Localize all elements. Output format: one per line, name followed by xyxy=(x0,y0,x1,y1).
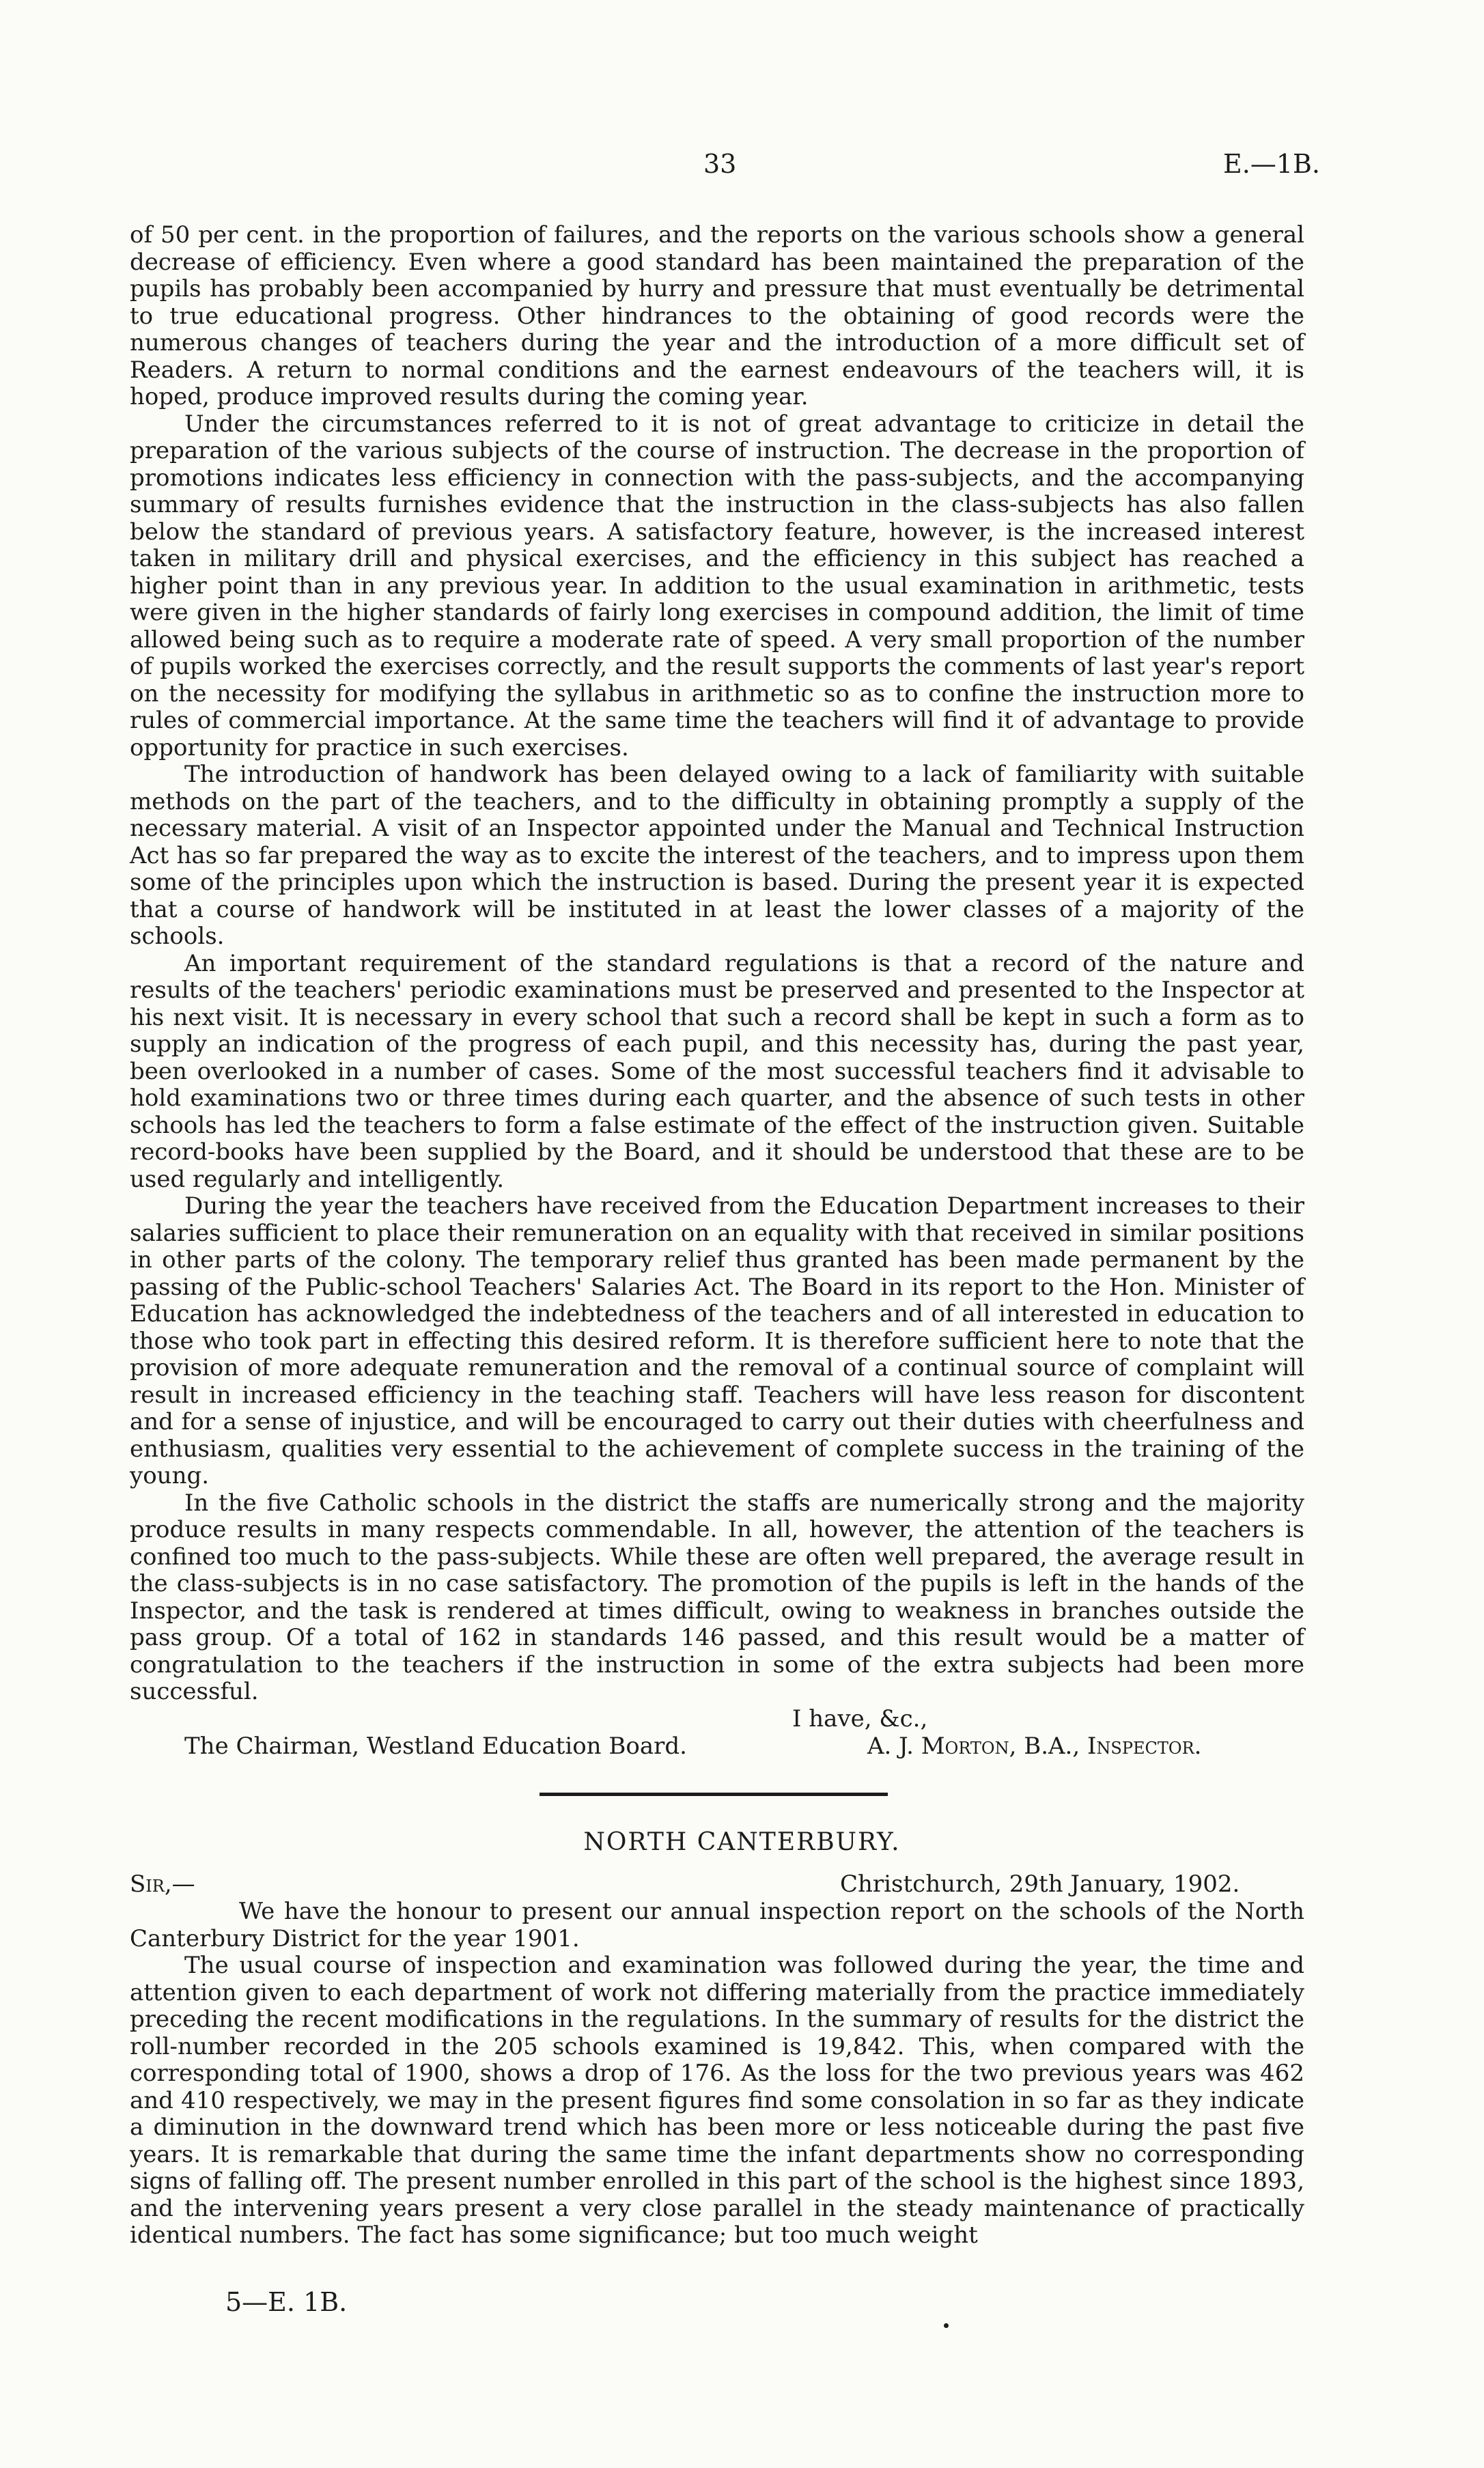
paragraph: The usual course of inspection and examination was followed during the year, the time and attention given to each department of work not differing materially from the practice immediately preceding the recent modifications in the regulations. In the summary of results for the district the roll-number recorded in the 205 schools examined is 19,842. This, when compared with the corresponding total of 1900, shows a drop of 176. As the loss for the two previous years was 462 and 410 respectively, we may in the present figures find some consolation in so far as they indicate a diminution in the downward trend which has been more or less noticeable during the past five years. It is remarkable that during the same time the infant departments show no corresponding signs of falling off. The present number enrolled in this part of the school is the highest since 1893, and the intervening years present a very close parallel in the steady maintenance of practically identical numbers. The fact has some significance; but too much weight xyxy=(130,1952,1304,2249)
north-canterbury-report-section xyxy=(130,1871,1304,2249)
paragraph: An important requirement of the standard regulations is that a record of the nature and results of the teachers' periodic examinations must be preserved and presented to the Inspector at his next visit. It is necessary in every school that such a record shall be kept in such a form as to supply an indication of the progress of each pupil, and this necessity has, during the past year, been overlooked in a number of cases. Some of the most successful teachers find it advisable to hold examinations two or three times during each quarter, and the absence of such tests in other schools has led the teachers to form a false estimate of the effect of the instruction given. Suitable record-books have been supplied by the Board, and it should be understood that these are to be used regularly and intelligently. xyxy=(130,949,1304,1193)
paragraph: The introduction of handwork has been delayed owing to a lack of familiarity with suitable methods on the part of the teachers, and to the difficulty in obtaining promptly a supply of the necessary material. A visit of an Inspector appointed under the Manual and Technical Instruction Act has so far prepared the way as to excite the interest of the teachers, and to impress upon them some of the principles upon which the instruction is based. During the present year it is expected that a course of handwork will be instituted in at least the lower classes of a majority of the schools. xyxy=(130,761,1304,950)
closing-line: I have, &c., xyxy=(792,1705,928,1733)
paragraph: During the year the teachers have received from the Education Department increases to their salaries sufficient to place their remuneration on an equality with that received in similar positions in other parts of the colony. The temporary relief thus granted has been made permanent by the passing of the Public-school Teachers' Salaries Act. The Board in its report to the Hon. Minister of Education has acknowledged the indebtedness of the teachers and of all interested in education to those who took part in effecting this desired reform. It is therefore sufficient here to note that the provision of more adequate remuneration and the removal of a continual source of complaint will result in increased efficiency in the teaching staff. Teachers will have less reason for discontent and for a sense of injustice, and will be encouraged to carry out their duties with cheerfulness and enthusiasm, qualities very essential to the achievement of complete success in the training of the young. xyxy=(130,1192,1304,1489)
page-header xyxy=(0,149,1484,190)
paragraph: In the five Catholic schools in the district the staffs are numerically strong and the majority produce results in many respects commendable. In all, however, the attention of the teachers is confined too much to the pass-subjects. While these are often well prepared, the average result in the class-subjects is in no case satisfactory. The promotion of the pupils is left in the hands of the Inspector, and the task is rendered at times difficult, owing to weakness in branches outside the pass group. Of a total of 162 in standards 146 passed, and this result would be a matter of congratulation to the teachers if the instruction in some of the extra subjects had been more successful. xyxy=(130,1489,1304,1705)
section-divider xyxy=(540,1793,888,1796)
signature-mark: 5—E. 1B. xyxy=(225,2287,348,2317)
signatory: A. J. Morton, B.A., Inspector. xyxy=(867,1732,1202,1760)
signature-block xyxy=(130,1706,1304,1761)
paragraph: Under the circumstances referred to it is not of great advantage to criticize in detail the preparation of the various subjects of the course of instruction. The decrease in the proportion of promotions indicates less efficiency in connection with the pass-subjects, and the accompanying summary of results furnishes evidence that the instruction in the class-subjects has also fallen below the standard of previous years. A satisfactory feature, however, is the increased interest taken in military drill and physical exercises, and the efficiency in this subject has reached a higher point than in any previous year. In addition to the usual examination in arithmetic, tests were given in the higher standards of fairly long exercises in compound addition, the limit of time allowed being such as to require a moderate rate of speed. A very small proportion of the number of pupils worked the exercises correctly, and the result supports the comments of last year's report on the necessity for modifying the syllabus in arithmetic so as to confine the instruction more to rules of commercial importance. At the same time the teachers will find it of advantage to provide opportunity for practice in such exercises. xyxy=(130,410,1304,761)
place-date: Christchurch, 29th January, 1902. xyxy=(840,1870,1240,1898)
page-number: 33 xyxy=(703,149,737,179)
addressee: The Chairman, Westland Education Board. xyxy=(184,1732,687,1760)
salutation: Sir,— xyxy=(130,1870,195,1898)
print-speck xyxy=(944,2323,949,2328)
paragraph: We have the honour to present our annual inspection report on the schools of the North Canterbury District for the year 1901. xyxy=(130,1898,1304,1952)
westland-report-section xyxy=(130,222,1304,1761)
section-heading: NORTH CANTERBURY. xyxy=(583,1828,901,1856)
paragraph: of 50 per cent. in the proportion of failures, and the reports on the various schools show a general decrease of efficiency. Even where a good standard has been maintained the preparation of the pupils has probably been accompanied by hurry and pressure that must eventually be detrimental to true educational progress. Other hindrances to the obtaining of good records were the numerous changes of teachers during the year and the introduction of a more difficult set of Readers. A return to normal conditions and the earnest endeavours of the teachers will, it is hoped, produce improved results during the coming year. xyxy=(130,221,1304,410)
document-reference: E.—1B. xyxy=(1223,149,1320,179)
salutation-row xyxy=(130,1871,1304,1898)
